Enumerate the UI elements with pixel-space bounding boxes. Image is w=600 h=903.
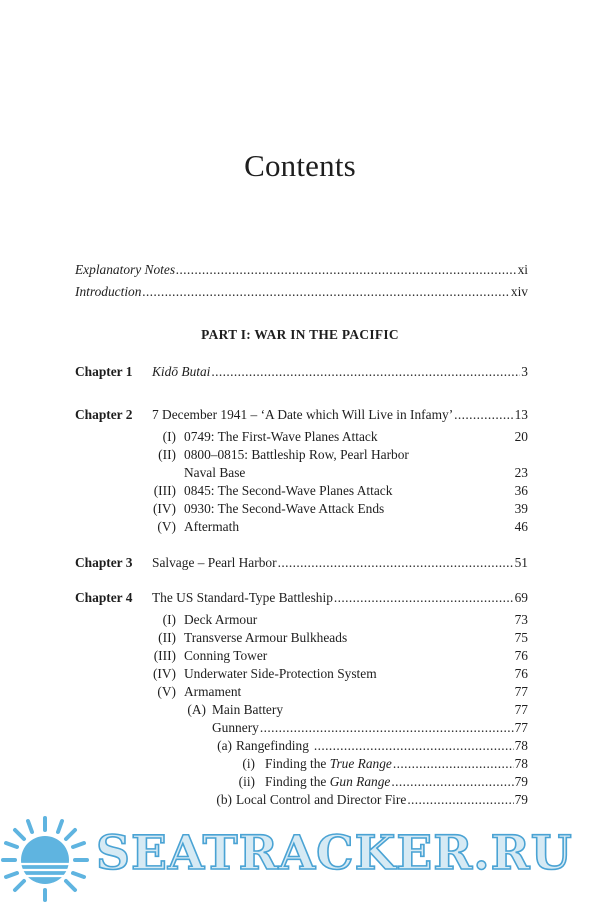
subsection-number: (i)	[242, 756, 255, 771]
toc-entry-chapter-2[interactable]	[152, 407, 528, 423]
section-title[interactable]: 0930: The Second-Wave Attack Ends	[184, 501, 385, 516]
section-number: (IV)	[152, 501, 176, 516]
entry-page: 13	[514, 407, 528, 422]
leader-dots	[142, 284, 509, 300]
chapter-label: Chapter 4	[75, 590, 133, 605]
subsection-number: (b)	[216, 792, 232, 807]
section-page: 46	[514, 519, 528, 534]
section-page: 73	[514, 612, 528, 627]
entry-page: xiv	[510, 284, 528, 299]
entry-title: Gunnery	[212, 720, 259, 735]
section-page: 76	[514, 666, 528, 681]
toc-entry-gun-range[interactable]	[265, 774, 528, 790]
section-number: (V)	[157, 684, 176, 699]
section-title[interactable]: 0845: The Second-Wave Planes Attack	[184, 483, 393, 498]
section-title[interactable]: Aftermath	[184, 519, 240, 534]
entry-page: xi	[517, 262, 528, 277]
toc-entry-gunnery[interactable]	[212, 720, 528, 736]
part-heading: PART I: WAR IN THE PACIFIC	[201, 327, 399, 342]
section-number: (II)	[158, 630, 176, 645]
leader-dots	[391, 774, 513, 790]
section-page: 75	[514, 630, 528, 645]
subsection-page: 77	[514, 702, 528, 717]
leader-dots	[393, 756, 514, 772]
section-number: (IV)	[152, 666, 176, 681]
subsection-number: (ii)	[238, 774, 255, 789]
section-title[interactable]: 0749: The First-Wave Planes Attack	[184, 429, 378, 444]
section-number: (III)	[153, 648, 176, 663]
toc-entry-chapter-4[interactable]	[152, 590, 528, 606]
section-page: 39	[514, 501, 528, 516]
entry-page: 79	[514, 792, 528, 807]
section-title[interactable]: Transverse Armour Bulkheads	[184, 630, 348, 645]
section-number: (I)	[162, 429, 176, 444]
toc-entry-rangefinding[interactable]	[236, 738, 528, 754]
section-page: 20	[514, 429, 528, 444]
entry-title: The US Standard-Type Battleship	[152, 590, 333, 605]
section-title[interactable]: 0800–0815: Battleship Row, Pearl Harbor	[184, 447, 409, 462]
leader-dots	[278, 555, 514, 571]
entry-title-emphasis: Gun Range	[329, 774, 391, 789]
section-number: (I)	[162, 612, 176, 627]
section-number: (III)	[153, 483, 176, 498]
entry-title-emphasis: True Range	[329, 756, 392, 771]
chapter-label: Chapter 3	[75, 555, 133, 570]
entry-page: 77	[514, 720, 528, 735]
subsection-number: (a)	[217, 738, 232, 753]
leader-dots	[176, 262, 517, 278]
section-page: 76	[514, 648, 528, 663]
leader-dots	[407, 792, 513, 808]
section-title[interactable]: Conning Tower	[184, 648, 268, 663]
entry-page: 69	[514, 590, 528, 605]
section-page: 23	[514, 465, 528, 480]
entry-page: 78	[514, 738, 528, 753]
section-number: (V)	[157, 519, 176, 534]
toc-entry-chapter-1[interactable]	[152, 364, 528, 380]
leader-dots	[334, 590, 514, 606]
section-title[interactable]: Armament	[184, 684, 242, 699]
section-title[interactable]: Deck Armour	[184, 612, 258, 627]
entry-page: 51	[514, 555, 528, 570]
entry-title: Explanatory Notes	[75, 262, 176, 277]
leader-dots	[211, 364, 520, 380]
subsection-title[interactable]: Main Battery	[212, 702, 284, 717]
leader-dots	[314, 738, 514, 754]
toc-entry-explanatory-notes[interactable]	[75, 262, 528, 278]
entry-page: 78	[514, 756, 528, 771]
sun-icon	[3, 818, 87, 900]
toc-entry-true-range[interactable]	[265, 756, 528, 772]
leader-dots	[260, 720, 514, 736]
toc-entry-chapter-3[interactable]	[152, 555, 528, 571]
toc-entry-introduction[interactable]	[75, 284, 528, 300]
entry-title-prefix: Finding the	[265, 774, 330, 789]
leader-dots	[454, 407, 513, 423]
toc-entry-director-fire[interactable]	[236, 792, 528, 808]
entry-title: Kidō Butai	[152, 364, 211, 379]
page-title: Contents	[244, 148, 356, 183]
entry-title: Introduction	[75, 284, 142, 299]
watermark-text: SEATRACKER.RU	[96, 826, 573, 881]
entry-title: 7 December 1941 – ‘A Date which Will Live in Infamy’	[152, 407, 454, 422]
entry-title: Local Control and Director Fire	[236, 792, 407, 807]
entry-title: Salvage – Pearl Harbor	[152, 555, 277, 570]
chapter-label: Chapter 1	[75, 364, 133, 379]
entry-title-prefix: Finding the	[265, 756, 330, 771]
entry-title: Rangefinding	[236, 738, 309, 753]
chapter-label: Chapter 2	[75, 407, 133, 422]
section-title-continued[interactable]: Naval Base	[184, 465, 246, 480]
section-number: (II)	[158, 447, 176, 462]
entry-page: 79	[514, 774, 528, 789]
section-title[interactable]: Underwater Side-Protection System	[184, 666, 377, 681]
subsection-number: (A)	[187, 702, 206, 717]
entry-page: 3	[521, 364, 528, 379]
section-page: 36	[514, 483, 528, 498]
section-page: 77	[514, 684, 528, 699]
